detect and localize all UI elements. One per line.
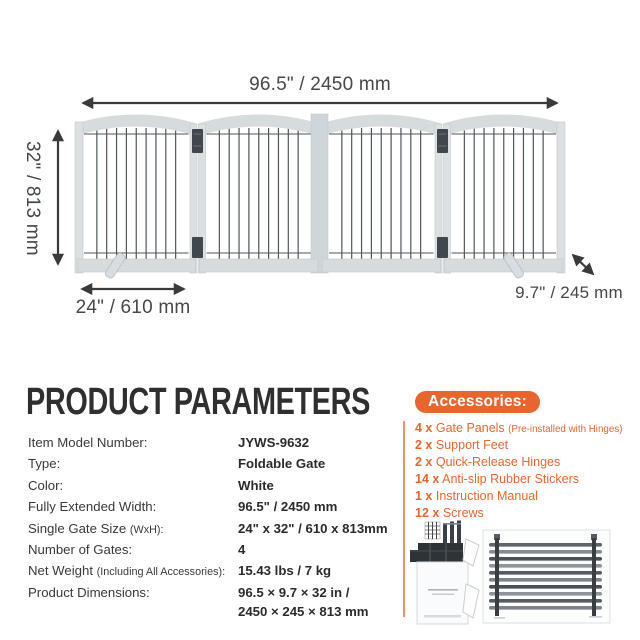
rubber-stickers-icon [410,543,463,562]
gate-panel [84,128,189,260]
dimension-width-label: 96.5" / 2450 mm [249,74,391,95]
dimension-panel-width-label: 24" / 610 mm [75,297,191,318]
page-title: PRODUCT PARAMETERS [26,381,371,423]
table-row: Net Weight (Including All Accessories): 15.43 lbs / 7 kg [28,563,332,579]
list-item: 4 x Gate Panels (Pre-installed with Hinges) [415,421,623,435]
list-item: 14 x Anti-slip Rubber Stickers [415,471,579,486]
gate-panel [452,128,557,260]
instruction-manual-icon [417,562,468,624]
parameters-table [28,433,413,622]
list-item: 2 x Quick-Release Hinges [415,454,561,469]
table-row: Item Model Number: JYWS-9632 [28,435,310,450]
list-item: 12 x Screws [415,505,484,520]
table-row: Product Dimensions: 96.5 × 9.7 × 32 in / 2450 × 245 × 813 mm [28,584,369,620]
dimension-height-label: 32" / 813 mm [22,141,43,256]
table-row: Single Gate Size (WxH): 24" x 32" / 610 x 813mm [28,520,388,536]
table-row: Color: White [28,477,274,493]
table-row: Type: Foldable Gate [28,456,326,472]
folded-gate-panels-icon [483,530,610,623]
gate-panel [207,128,312,260]
list-item: 1 x Instruction Manual [415,488,539,503]
accessories-badge: Accessories: [415,391,540,413]
table-row: Number of Gates: 4 [28,542,246,558]
quick-release-post [311,114,328,273]
screws-icon [425,522,440,539]
package-photo [408,518,640,638]
dimension-depth-label: 9.7" / 245 mm [515,283,623,302]
hinges-icon [443,521,461,544]
table-row: Fully Extended Width: 96.5" / 2450 mm [28,499,338,515]
gate-panel [329,128,434,260]
list-item: 2 x Support Feet [415,437,509,452]
